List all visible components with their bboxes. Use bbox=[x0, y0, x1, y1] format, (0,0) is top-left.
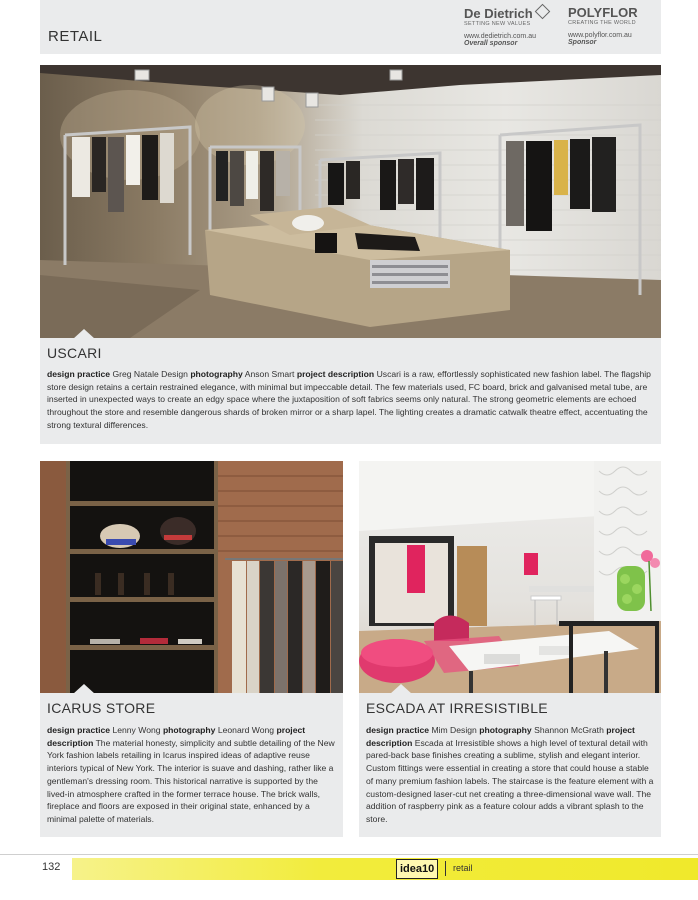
uscari-photography-label: photography bbox=[190, 369, 243, 379]
footer-section-label: retail bbox=[453, 863, 473, 873]
icarus-description bbox=[47, 724, 337, 826]
section-title: RETAIL bbox=[48, 28, 103, 45]
polyflor-url: www.polyflor.com.au bbox=[568, 32, 632, 39]
footer-yellow-bar bbox=[72, 858, 698, 880]
page-number: 132 bbox=[42, 861, 61, 873]
escada-caption bbox=[359, 693, 661, 837]
icarus-design-practice: Lenny Wong bbox=[112, 725, 161, 735]
icarus-store-photo bbox=[40, 461, 343, 693]
polyflor-logo: POLYFLOR bbox=[568, 5, 638, 20]
footer-divider bbox=[0, 854, 698, 855]
dedietrich-tagline: SETTING NEW VALUES bbox=[464, 21, 531, 27]
escada-title: ESCADA AT IRRESISTIBLE bbox=[366, 700, 548, 716]
icarus-photography-label: photography bbox=[162, 725, 216, 735]
escada-design-practice: Mim Design bbox=[431, 725, 477, 735]
diamond-logo-icon bbox=[534, 4, 550, 20]
dedietrich-role: Overall sponsor bbox=[464, 40, 518, 47]
polyflor-tagline: CREATING THE WORLD bbox=[568, 20, 636, 26]
icarus-title: ICARUS STORE bbox=[47, 700, 156, 716]
uscari-title: USCARI bbox=[47, 345, 102, 361]
dedietrich-logo bbox=[464, 6, 554, 21]
escada-design-label: design practice bbox=[366, 725, 430, 735]
icarus-photographer: Leonard Wong bbox=[217, 725, 275, 735]
icarus-design-label: design practice bbox=[47, 725, 111, 735]
escada-store-photo bbox=[359, 461, 661, 693]
footer-separator bbox=[445, 861, 446, 876]
page-header bbox=[40, 0, 661, 54]
uscari-photographer: Anson Smart bbox=[244, 369, 295, 379]
uscari-caption bbox=[40, 338, 661, 444]
caption-pointer bbox=[73, 684, 95, 694]
idea10-logo: idea10 bbox=[396, 859, 438, 879]
escada-photography-label: photography bbox=[479, 725, 532, 735]
icarus-caption bbox=[40, 693, 343, 837]
dedietrich-url: www.dedietrich.com.au bbox=[464, 33, 536, 40]
uscari-design-practice: Greg Natale Design bbox=[112, 369, 188, 379]
escada-description bbox=[366, 724, 655, 826]
uscari-description-label: project description bbox=[296, 369, 375, 379]
dedietrich-logo-text: De Dietrich bbox=[464, 6, 533, 21]
sponsor-dedietrich bbox=[464, 6, 554, 47]
escada-description-label: project description bbox=[366, 725, 635, 748]
uscari-description bbox=[47, 368, 655, 432]
icarus-description-label: project description bbox=[47, 725, 306, 748]
caption-pointer bbox=[73, 329, 95, 339]
icarus-description-text: The material honesty, simplicity and subtle detailing of the New York fashion labels retailing in Icarus inspired ideas of adaptive reuse interiors typical of New York. The interior is suave and dashing, rather like a gentleman's dressing room. This historical narrative is supported by the lived-in atmosphere crafted in the former terrace house. The brick walls, fireplace and floors are exposed in their original state, enhanced by a minimal palette of materials. bbox=[47, 737, 335, 824]
uscari-store-photo bbox=[40, 65, 661, 338]
sponsor-polyflor bbox=[568, 6, 658, 46]
polyflor-role: Sponsor bbox=[568, 39, 597, 46]
escada-photographer: Shannon McGrath bbox=[534, 725, 604, 735]
escada-description-text: Escada at Irresistible shows a high level of textural detail with pared-back base finishes creating a sublime, stylish and elegant interior. Custom fittings were essential in creating a store that could house a stable of many premium fashion labels. The staircase is the feature element with a custom-designed laser-cut net creating a three-dimensional wave wall. The addition of raspberry pink as a feature colour adds a vibrant splash to the store. bbox=[366, 737, 654, 824]
caption-pointer bbox=[390, 684, 412, 694]
uscari-description-text: Uscari is a raw, effortlessly sophisticated new fashion label. The flagship store design retains a certain restrained elegance, with minimal but impeccable detail. The few materials used, FC board, brick and galvanised metal tube, are inserted in unexpected ways to create an edgy space where the juxtaposition of soft fabrics seems only natural. The strong geometric elements are echoed throughout the store and resemble dangerous shards of broken mirror or a sharp lapel. The lighting creates a dramatic catwalk theatre effect, accentuating the strong textural differences. bbox=[47, 369, 651, 430]
uscari-design-label: design practice bbox=[47, 369, 111, 379]
